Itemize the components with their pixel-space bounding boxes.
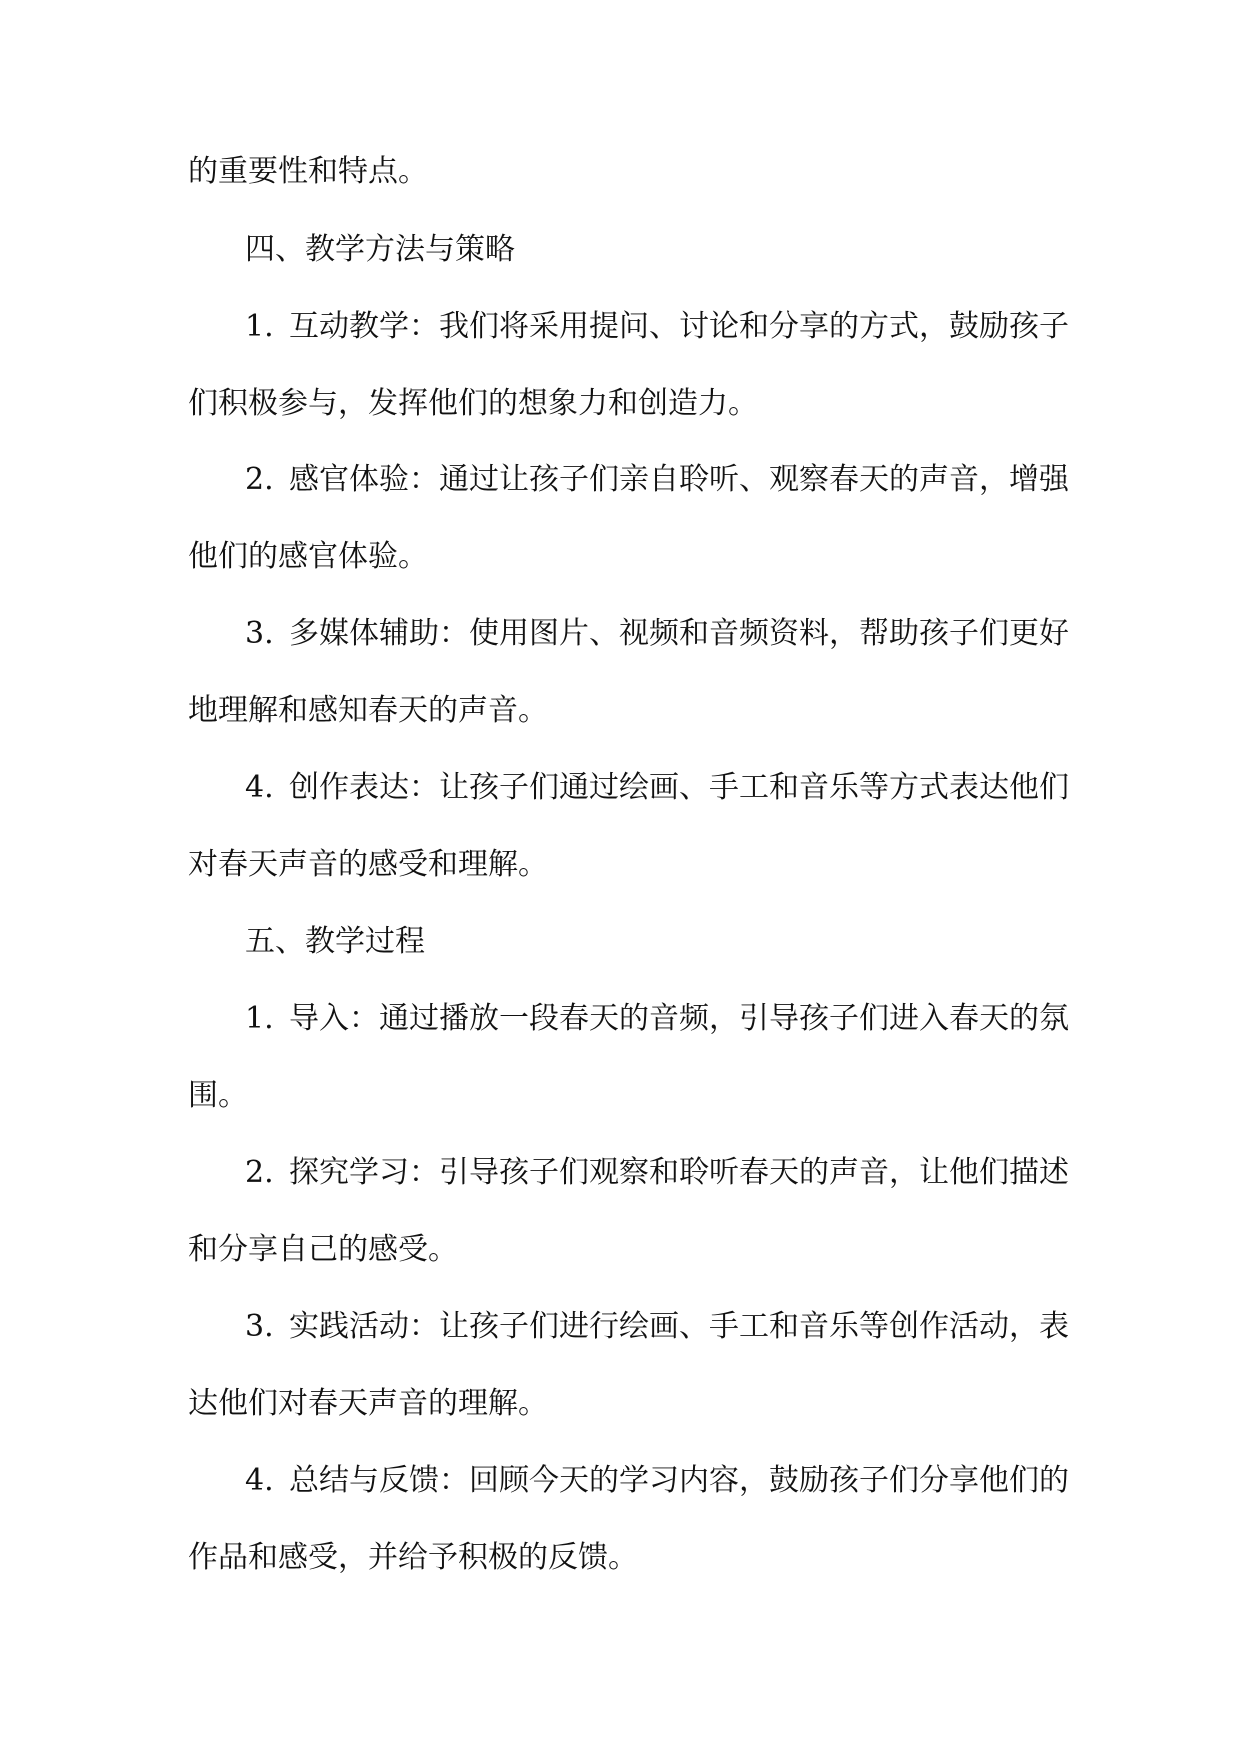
- list-number: 2.: [245, 1155, 274, 1190]
- list-item: 2. 感官体验：通过让孩子们亲自聆听、观察春天的声音，增强: [245, 460, 1115, 500]
- list-item: 3. 实践活动：让孩子们进行绘画、手工和音乐等创作活动，表: [245, 1307, 1115, 1347]
- section-heading: 五、教学过程: [245, 924, 425, 959]
- list-number: 1.: [245, 1001, 274, 1036]
- text-line: 作品和感受，并给予积极的反馈。: [188, 1540, 638, 1575]
- list-number: 1.: [245, 309, 274, 344]
- list-number: 2.: [245, 462, 274, 497]
- text-line: 们积极参与，发挥他们的想象力和创造力。: [188, 386, 758, 421]
- list-item: 2. 探究学习：引导孩子们观察和聆听春天的声音，让他们描述: [245, 1153, 1115, 1193]
- list-number: 3.: [245, 1309, 274, 1344]
- text-line: 达他们对春天声音的理解。: [188, 1386, 548, 1421]
- text-line: 围。: [188, 1078, 248, 1113]
- text-line: 和分享自己的感受。: [188, 1232, 458, 1267]
- list-item: 3. 多媒体辅助：使用图片、视频和音频资料，帮助孩子们更好: [245, 614, 1115, 654]
- list-item: 1. 互动教学：我们将采用提问、讨论和分享的方式，鼓励孩子: [245, 307, 1115, 347]
- list-number: 4.: [245, 770, 274, 805]
- text-line: 的重要性和特点。: [188, 154, 428, 189]
- list-item: 4. 总结与反馈：回顾今天的学习内容，鼓励孩子们分享他们的: [245, 1461, 1115, 1501]
- text-line: 对春天声音的感受和理解。: [188, 847, 548, 882]
- list-item: 4. 创作表达：让孩子们通过绘画、手工和音乐等方式表达他们: [245, 768, 1115, 808]
- list-number: 4.: [245, 1463, 274, 1498]
- section-heading: 四、教学方法与策略: [245, 232, 515, 267]
- list-number: 3.: [245, 616, 274, 651]
- text-line: 地理解和感知春天的声音。: [188, 693, 548, 728]
- text-line: 他们的感官体验。: [188, 539, 428, 574]
- list-item: 1. 导入：通过播放一段春天的音频，引导孩子们进入春天的氛: [245, 999, 1115, 1039]
